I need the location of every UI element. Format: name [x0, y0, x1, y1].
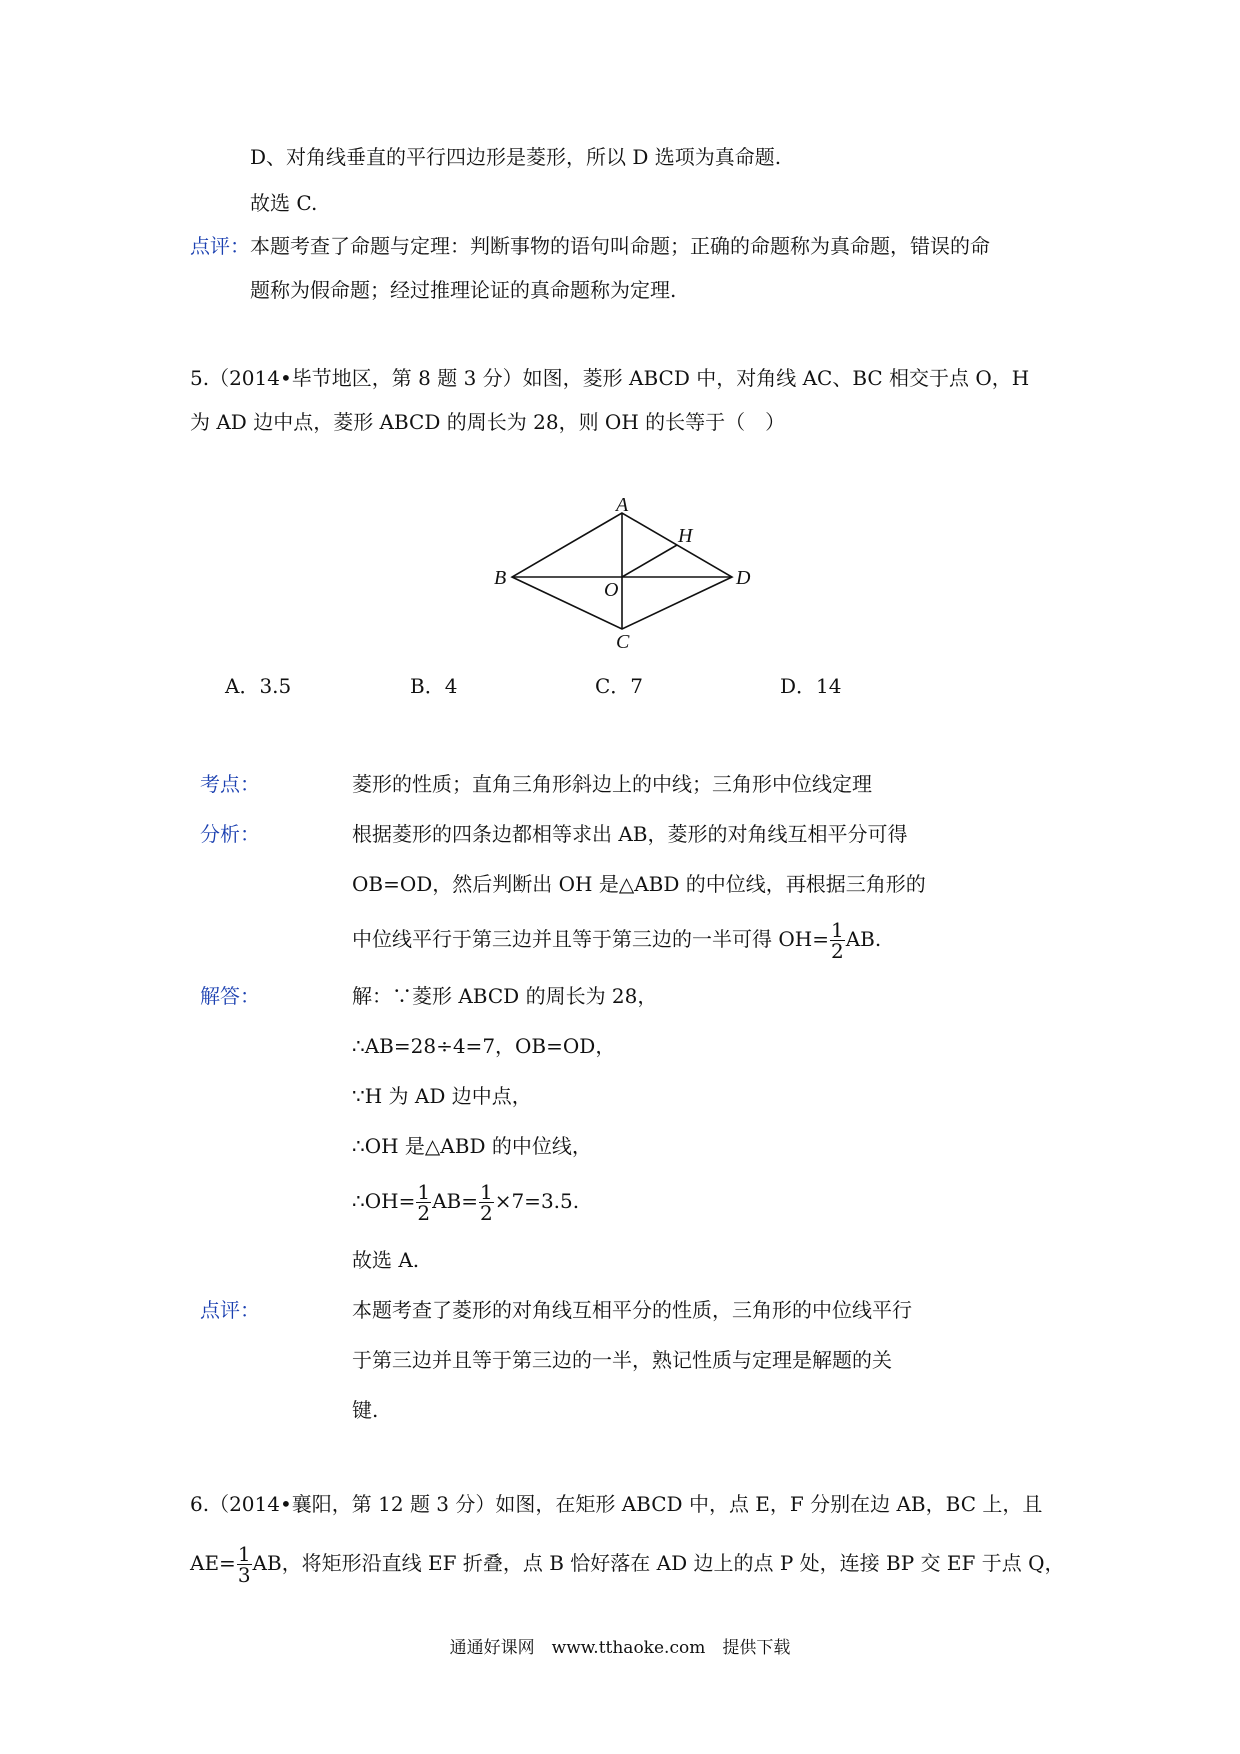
fraction-one-third: $\frac{1}{3}$ — [237, 1542, 251, 1587]
label-a: A — [616, 495, 629, 516]
rhombus-figure — [490, 495, 760, 655]
label-h: H — [678, 525, 693, 547]
jieda-line3: ∵H 为 AD 边中点， — [352, 1084, 532, 1108]
kaodian-text: 菱形的性质；直角三角形斜边上的中线；三角形中位线定理 — [352, 772, 872, 796]
q6-stem-line2 — [190, 1544, 1064, 1585]
q5-option-c: C．7 — [595, 674, 644, 698]
q4-option-d-explanation: D、对角线垂直的平行四边形是菱形，所以 D 选项为真命题. — [250, 145, 782, 169]
jieda-line4: ∴OH 是△ABD 的中位线， — [352, 1134, 592, 1158]
jieda-line2: ∴AB=28÷4=7，OB=OD， — [352, 1034, 616, 1058]
q6-stem-line2-suffix: AB，将矩形沿直线 EF 折叠，点 B 恰好落在 AD 边上的点 P 处，连接 BP 交 EF 于点 Q， — [252, 1551, 1065, 1575]
fenxi-line3 — [352, 920, 881, 961]
q5-stem-line1: 5.（2014•毕节地区，第 8 题 3 分）如图，菱形 ABCD 中，对角线 AC、BC 相交于点 O，H — [190, 366, 1030, 390]
fenxi-line2: OB=OD，然后判断出 OH 是△ABD 的中位线，再根据三角形的 — [352, 872, 926, 896]
kaodian-label: 考点： — [200, 772, 260, 796]
q6-stem-line2-prefix: AE= — [190, 1551, 236, 1575]
fenxi-line1: 根据菱形的四条边都相等求出 AB，菱形的对角线互相平分可得 — [352, 822, 908, 846]
jieda-line5 — [352, 1182, 579, 1223]
jieda-line5-b: AB= — [432, 1189, 478, 1213]
fenxi-line3-suffix: AB. — [845, 927, 882, 951]
q6-stem-line1: 6.（2014•襄阳，第 12 题 3 分）如图，在矩形 ABCD 中，点 E，F 分别在边 AB，BC 上，且 — [190, 1492, 1043, 1516]
q5-option-b: B．4 — [410, 674, 458, 698]
q5-option-a: A．3.5 — [225, 674, 292, 698]
dianping-line3: 键. — [352, 1398, 379, 1422]
jieda-line5-c: ×7=3.5. — [494, 1189, 580, 1213]
q4-answer: 故选 C. — [250, 191, 318, 215]
label-o: O — [604, 579, 619, 601]
dianping-line1: 本题考查了菱形的对角线互相平分的性质，三角形的中位线平行 — [352, 1298, 912, 1322]
jieda-line5-a: ∴OH= — [352, 1189, 416, 1213]
label-c: C — [616, 631, 630, 653]
fraction-one-half: $\frac{1}{2}$ — [830, 918, 844, 963]
segment-oh — [622, 545, 677, 577]
jieda-label: 解答： — [200, 984, 260, 1008]
q4-comment-label: 点评： — [190, 234, 250, 258]
jieda-line1: 解：∵菱形 ABCD 的周长为 28， — [352, 984, 658, 1008]
fenxi-line3-prefix: 中位线平行于第三边并且等于第三边的一半可得 OH= — [352, 927, 829, 951]
fenxi-label: 分析： — [200, 822, 260, 846]
jieda-line6: 故选 A. — [352, 1248, 420, 1272]
label-d: D — [736, 567, 751, 589]
q5-option-d: D．14 — [780, 674, 842, 698]
fraction-one-half: $\frac{1}{2}$ — [417, 1180, 431, 1225]
q5-stem-line2: 为 AD 边中点，菱形 ABCD 的周长为 28，则 OH 的长等于（ ） — [190, 410, 786, 434]
dianping-label: 点评： — [200, 1298, 260, 1322]
dianping-line2: 于第三边并且等于第三边的一半，熟记性质与定理是解题的关 — [352, 1348, 892, 1372]
q4-comment-line2: 题称为假命题；经过推理论证的真命题称为定理. — [250, 278, 677, 302]
q4-comment-line1: 本题考查了命题与定理：判断事物的语句叫命题；正确的命题称为真命题，错误的命 — [250, 234, 990, 258]
label-b: B — [494, 567, 507, 589]
fraction-one-half: $\frac{1}{2}$ — [479, 1180, 493, 1225]
page-footer: 通通好课网 www.tthaoke.com 提供下载 — [449, 1638, 791, 1658]
